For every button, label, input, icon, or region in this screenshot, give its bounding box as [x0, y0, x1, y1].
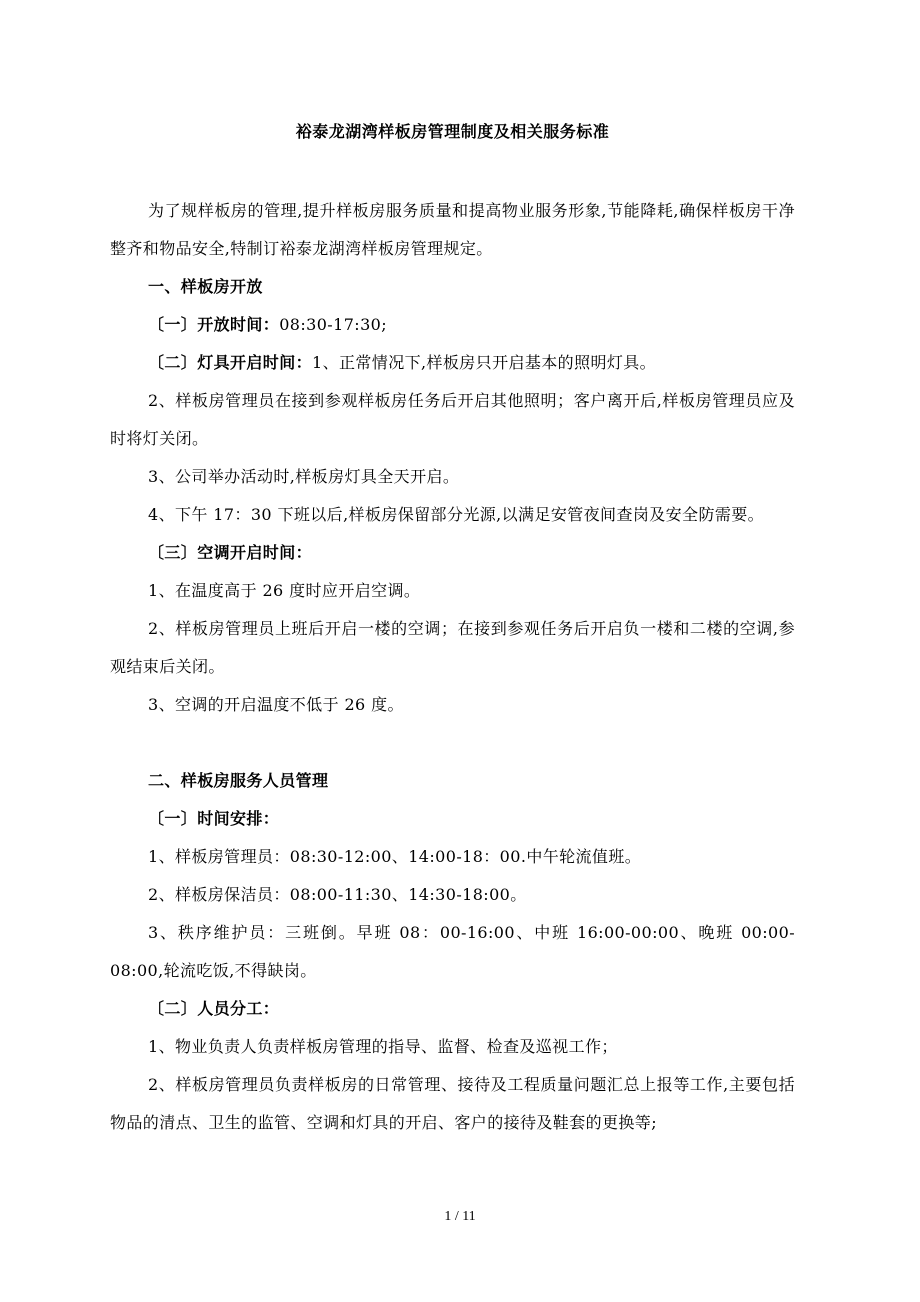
- section-spacer: [110, 724, 795, 762]
- open-time-value: 08:30-17:30;: [279, 315, 388, 334]
- lights-line: [110, 344, 795, 382]
- ac-item-1: 1、在温度高于 26 度时应开启空调。: [148, 581, 421, 600]
- intro-paragraph: 为了规样板房的管理,提升样板房服务质量和提高物业服务形象,节能降耗,确保样板房干净整齐和物品安全,特制订裕泰龙湖湾样板房管理规定。: [110, 201, 795, 258]
- schedule-label: 〔一〕时间安排：: [148, 809, 280, 828]
- lights-item-3: 3、公司举办活动时,样板房灯具全天开启。: [148, 467, 460, 486]
- document-body: [110, 120, 795, 1142]
- page-number: 1 / 11: [444, 1209, 476, 1224]
- lights-label: 〔二〕灯具开启时间：: [148, 353, 313, 372]
- section2-heading: 二、样板房服务人员管理: [148, 771, 329, 790]
- division-item-2: 2、样板房管理员负责样板房的日常管理、接待及工程质量问题汇总上报等工作,主要包括物品的清点、卫生的监管、空调和灯具的开启、客户的接待及鞋套的更换等;: [110, 1075, 795, 1132]
- ac-item-2: 2、样板房管理员上班后开启一楼的空调；在接到参观任务后开启负一楼和二楼的空调,参观结束后关闭。: [110, 619, 795, 676]
- ac-label: 〔三〕空调开启时间：: [148, 543, 313, 562]
- document-title: 裕泰龙湖湾样板房管理制度及相关服务标准: [295, 122, 610, 141]
- lights-item-4: 4、下午 17：30 下班以后,样板房保留部分光源,以满足安管夜间查岗及安全防需要。: [148, 505, 765, 524]
- lights-item-1: 1、正常情况下,样板房只开启基本的照明灯具。: [312, 353, 657, 372]
- open-time-line: [110, 306, 795, 344]
- open-time-label: 〔一〕开放时间：: [148, 315, 280, 334]
- lights-item-2: 2、样板房管理员在接到参观样板房任务后开启其他照明；客户离开后,样板房管理员应及时将灯关闭。: [110, 391, 795, 448]
- schedule-item-1: 1、样板房管理员：08:30-12:00、14:00-18：00.中午轮流值班。: [148, 847, 642, 866]
- division-label: 〔二〕人员分工：: [148, 999, 280, 1018]
- section1-heading: 一、样板房开放: [148, 277, 263, 296]
- ac-item-3: 3、空调的开启温度不低于 26 度。: [148, 695, 404, 714]
- schedule-item-2: 2、样板房保洁员：08:00-11:30、14:30-18:00。: [148, 885, 527, 904]
- schedule-item-3: 3、秩序维护员：三班倒。早班 08：00-16:00、中班 16:00-00:00、晚班 00:00-08:00,轮流吃饭,不得缺岗。: [110, 923, 795, 980]
- division-item-1: 1、物业负责人负责样板房管理的指导、监督、检查及巡视工作；: [148, 1037, 618, 1056]
